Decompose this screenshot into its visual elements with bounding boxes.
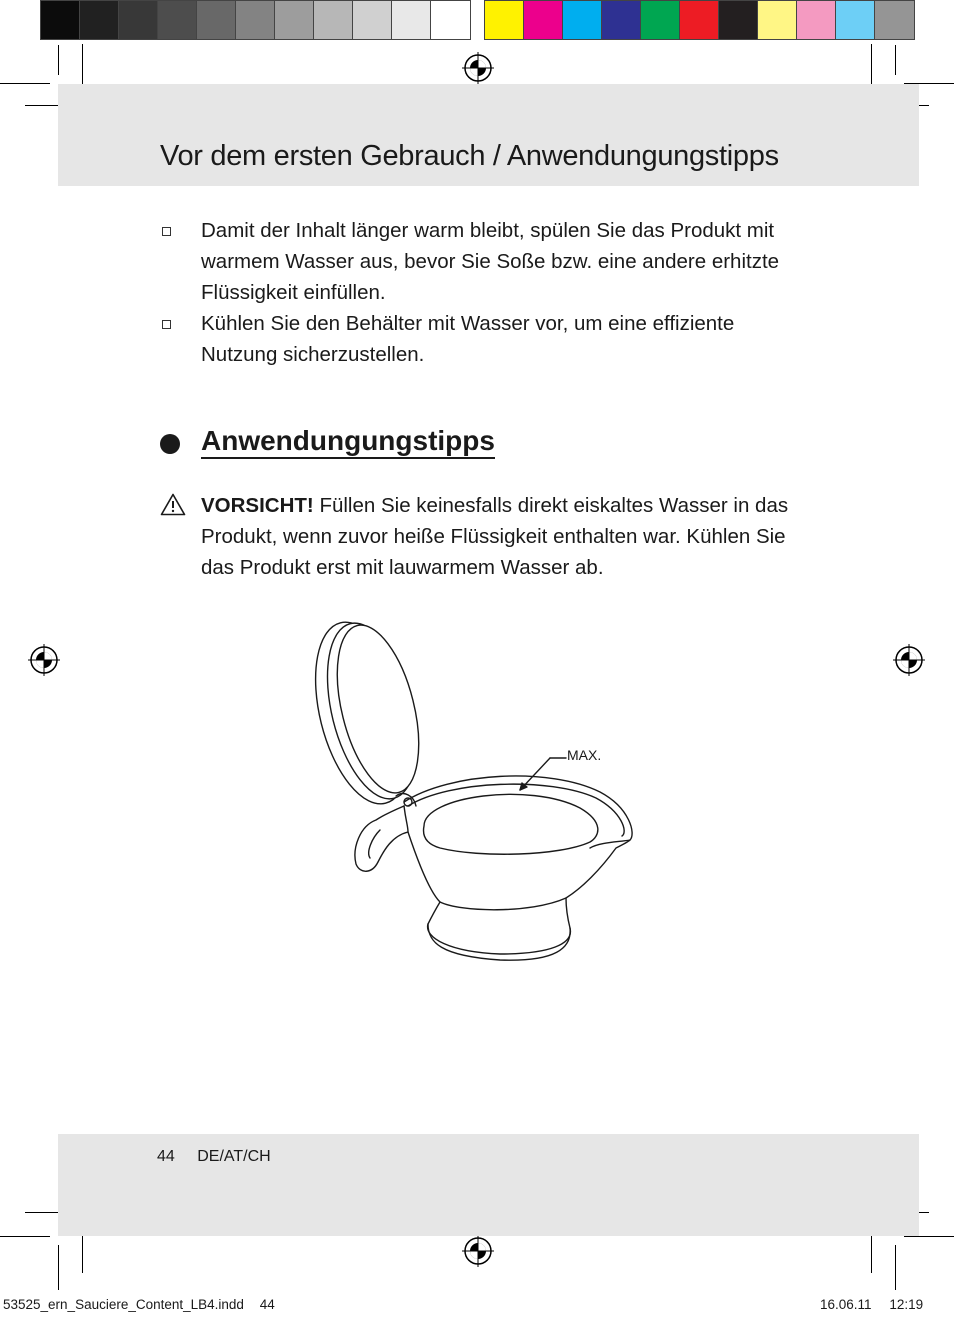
list-item-text: Kühlen Sie den Behälter mit Wasser vor, um eine effiziente Nutzung sicherzustellen. bbox=[201, 312, 735, 366]
gravy-boat-illustration bbox=[300, 612, 645, 972]
color-swatch bbox=[602, 1, 641, 39]
region-code: DE/AT/CH bbox=[197, 1148, 271, 1165]
color-swatch bbox=[524, 1, 563, 39]
color-swatch bbox=[641, 1, 680, 39]
section-heading-text: Anwendungungstipps bbox=[201, 425, 495, 459]
crop-mark bbox=[871, 44, 872, 89]
color-swatch bbox=[797, 1, 836, 39]
crop-mark bbox=[0, 83, 50, 84]
color-swatch bbox=[719, 1, 758, 39]
process-color-bar bbox=[484, 0, 915, 40]
color-swatch bbox=[314, 1, 353, 39]
color-swatch bbox=[197, 1, 236, 39]
list-item bbox=[160, 215, 800, 308]
checkbox-bullet-icon bbox=[162, 227, 171, 236]
color-swatch bbox=[158, 1, 197, 39]
color-swatch bbox=[119, 1, 158, 39]
registration-mark-icon bbox=[893, 644, 925, 676]
color-swatch bbox=[392, 1, 431, 39]
crop-mark bbox=[58, 1245, 59, 1290]
page-number: 44 bbox=[157, 1148, 175, 1165]
color-swatch bbox=[680, 1, 719, 39]
max-fill-label: MAX. bbox=[567, 747, 602, 763]
color-swatch bbox=[236, 1, 275, 39]
page-title: Vor dem ersten Gebrauch / Anwendungungstipps bbox=[160, 140, 779, 172]
warning-label: VORSICHT! bbox=[201, 494, 314, 517]
page-footer bbox=[157, 1148, 271, 1166]
color-swatch bbox=[758, 1, 797, 39]
section-heading bbox=[160, 425, 495, 457]
color-swatch bbox=[41, 1, 80, 39]
grayscale-color-bar bbox=[40, 0, 471, 40]
crop-mark bbox=[82, 44, 83, 89]
color-swatch bbox=[80, 1, 119, 39]
crop-mark bbox=[895, 45, 896, 75]
list-item bbox=[160, 308, 800, 370]
slug-timestamp bbox=[820, 1297, 923, 1312]
registration-mark-icon bbox=[28, 644, 60, 676]
crop-mark bbox=[895, 1245, 896, 1290]
registration-mark-icon bbox=[462, 1235, 494, 1267]
registration-mark-icon bbox=[462, 52, 494, 84]
slug-date: 16.06.11 bbox=[820, 1297, 872, 1312]
crop-mark bbox=[58, 45, 59, 75]
slug-time: 12:19 bbox=[889, 1297, 924, 1312]
slug-filename: 53525_ern_Sauciere_Content_LB4.indd bbox=[3, 1297, 244, 1312]
warning-text: Füllen Sie keinesfalls direkt eiskaltes Wasser in das Produkt, wenn zuvor heiße Flüssigkeit enthalten war. Kühlen Sie das Produkt erst mit lauwarmem Wasser ab. bbox=[201, 494, 789, 579]
color-swatch bbox=[875, 1, 914, 39]
warning-triangle-icon bbox=[160, 493, 186, 516]
color-swatch bbox=[836, 1, 875, 39]
crop-mark bbox=[904, 1236, 954, 1237]
color-swatch bbox=[485, 1, 524, 39]
color-swatch bbox=[353, 1, 392, 39]
color-swatch bbox=[563, 1, 602, 39]
color-swatch bbox=[431, 1, 470, 39]
warning-note bbox=[160, 490, 821, 583]
color-swatch bbox=[275, 1, 314, 39]
slug-page: 44 bbox=[259, 1297, 275, 1312]
bullet-list bbox=[160, 215, 800, 370]
crop-mark bbox=[0, 1236, 50, 1237]
list-item-text: Damit der Inhalt länger warm bleibt, spülen Sie das Produkt mit warmem Wasser aus, bevor Sie Soße bzw. eine andere erhitzte Flüssigkeit einfüllen. bbox=[201, 219, 780, 304]
bullet-dot-icon bbox=[160, 434, 180, 454]
checkbox-bullet-icon bbox=[162, 320, 171, 329]
slug-file-info bbox=[3, 1297, 275, 1312]
